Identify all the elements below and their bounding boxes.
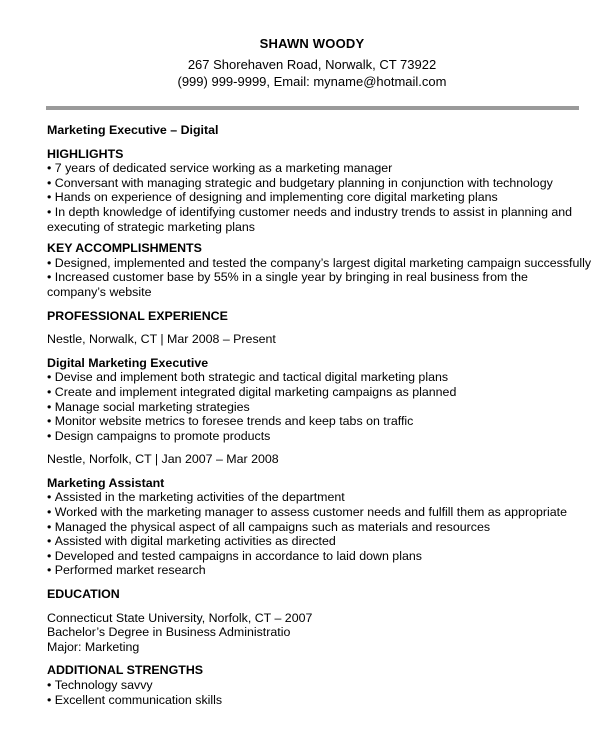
header-divider [46, 106, 579, 110]
list-item: • Managed the physical aspect of all campaigns such as materials and resources [47, 520, 577, 535]
objective-title: Marketing Executive – Digital [47, 123, 219, 137]
education-school: Connecticut State University, Norfolk, CT – 2007 [47, 610, 313, 625]
strengths-heading: ADDITIONAL STRENGTHS [47, 663, 204, 678]
accomplishments-list [47, 255, 592, 300]
list-item: • Worked with the marketing manager to assess customer needs and fulfill them as appropriate [47, 505, 577, 520]
list-item: • Technology savvy [47, 678, 577, 693]
job-duties-2 [47, 490, 577, 578]
list-item: • Design campaigns to promote products [47, 429, 577, 444]
contact-phone-email: (999) 999-9999, Email: myname@hotmail.com [177, 74, 447, 89]
list-item: • Developed and tested campaigns in accordance to laid down plans [47, 549, 577, 564]
candidate-name: SHAWN WOODY [259, 36, 365, 51]
highlights-list [47, 161, 577, 234]
experience-heading: PROFESSIONAL EXPERIENCE [47, 308, 228, 323]
list-item: • Create and implement integrated digital marketing campaigns as planned [47, 385, 577, 400]
resume-body [47, 123, 592, 707]
list-item: • Assisted with digital marketing activities as directed [47, 534, 577, 549]
list-item: • Increased customer base by 55% in a single year by bringing in real business from the company’s website [47, 270, 577, 299]
job-title-2: Marketing Assistant [47, 475, 165, 490]
list-item: • Designed, implemented and tested the company’s largest digital marketing campaign successfully [47, 256, 577, 271]
contact-address: 267 Shorehaven Road, Norwalk, CT 73922 [187, 57, 437, 72]
education-degree: Bachelor’s Degree in Business Administratio [47, 625, 291, 640]
list-item: • Manage social marketing strategies [47, 400, 577, 415]
job-employer-1: Nestle, Norwalk, CT | Mar 2008 – Present [47, 332, 276, 347]
list-item: • Conversant with managing strategic and budgetary planning in conjunction with technology [47, 176, 577, 191]
education-heading: EDUCATION [47, 587, 120, 602]
accomplishments-heading: KEY ACCOMPLISHMENTS [47, 241, 202, 256]
job-duties-1 [47, 370, 577, 443]
list-item: • Devise and implement both strategic and tactical digital marketing plans [47, 370, 577, 385]
list-item: • Excellent communication skills [47, 693, 577, 708]
strengths-list [47, 678, 577, 707]
list-item: • Monitor website metrics to foresee trends and keep tabs on traffic [47, 414, 577, 429]
list-item: • Assisted in the marketing activities of the department [47, 490, 577, 505]
education-major: Major: Marketing [47, 639, 140, 654]
highlights-heading: HIGHLIGHTS [47, 146, 124, 161]
list-item: • 7 years of dedicated service working as a marketing manager [47, 161, 577, 176]
job-title-1: Digital Marketing Executive [47, 355, 209, 370]
job-employer-2: Nestle, Norfolk, CT | Jan 2007 – Mar 2008 [47, 452, 279, 467]
list-item: • Hands on experience of designing and implementing core digital marketing plans [47, 190, 577, 205]
list-item: • Performed market research [47, 563, 577, 578]
list-item: • In depth knowledge of identifying customer needs and industry trends to assist in planning and executing of strategic marketing plans [47, 205, 577, 234]
